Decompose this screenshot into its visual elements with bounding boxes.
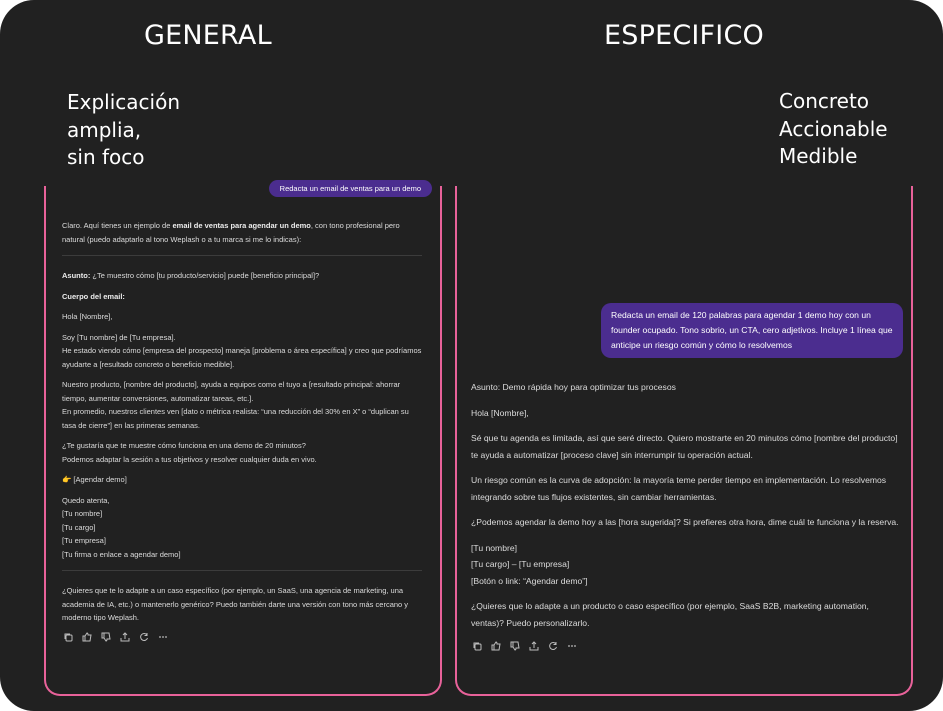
chat-panel-especifico (455, 186, 913, 696)
intro-part: Claro. Aquí tienes un ejemplo de (62, 221, 173, 230)
subject-line: Asunto: Demo rápida hoy para optimizar tus procesos (471, 382, 676, 392)
message-actions (62, 632, 422, 643)
email-paragraph: ¿Te gustaría que te muestre cómo funciona en una demo de 20 minutos? Podemos adaptar la sesión a tus objetivos y resolver cualquier duda en vivo. (62, 441, 317, 464)
chat-panel-general (44, 186, 442, 696)
more-icon[interactable] (157, 632, 168, 643)
email-paragraph: ¿Podemos agendar la demo hoy a las [hora sugerida]? Si prefieres otra hora, dime cuál te funciona y la reserva. (471, 517, 899, 527)
intro-text (62, 219, 422, 246)
email-paragraph: Sé que tu agenda es limitada, así que seré directo. Quiero mostrarte en 20 minutos cómo [nombre del producto] te ayuda a automatizar [proceso clave] sin interrumpir tu operación actual. (471, 433, 898, 460)
intro-part: , con tono profesional pero natural (puedo adaptarlo al tono Weplash o a tu marca si me lo indicas): (62, 221, 400, 244)
subject-text: ¿Te muestro cómo [tu producto/servicio] puede [beneficio principal]? (90, 271, 320, 280)
email-paragraph: Un riesgo común es la curva de adopción: la mayoría teme perder tiempo en implementación. Lo resolvemos integrando sobre tus flujos existentes, sin cambiar herramientas. (471, 475, 887, 502)
email-cta: 👉 [Agendar demo] (62, 475, 127, 484)
note-line: Explicación (67, 90, 180, 114)
note-line: amplia, (67, 117, 142, 142)
email-paragraph: Hola [Nombre], (471, 407, 529, 418)
email-paragraph: Hola [Nombre], (62, 312, 113, 321)
user-message: Redacta un email de ventas para un demo (269, 180, 432, 197)
note-line: Accionable (779, 116, 888, 141)
closing-text: ¿Quieres que te lo adapte a un caso específico (por ejemplo, un SaaS, una agencia de marketing, una academia de IA, etc.) o mantenerlo genérico? Puedo también darte una versión con tono más cercano y moderno tipo Weplash. (62, 586, 409, 622)
email-signature: [Tu nombre] [Tu cargo] – [Tu empresa] [Botón o link: “Agendar demo”] (471, 542, 588, 586)
divider (62, 255, 422, 256)
thumbs-up-icon[interactable] (81, 632, 92, 643)
assistant-message (62, 219, 422, 643)
email-paragraph: Nuestro producto, [nombre del producto], ayuda a equipos como el tuyo a [resultado principal: ahorrar tiempo, aumentar conversiones, automatizar tareas, etc.]. En promedio, nuestros clientes ven [dato o métrica realista: “una reducción del 30% en X” o “duplican su tasa de cierre”] en las primeras semanas. (62, 380, 409, 430)
note-general (67, 89, 180, 172)
intro-bold: email de ventas para agendar un demo (172, 221, 311, 230)
regenerate-icon[interactable] (547, 640, 558, 651)
divider (62, 570, 422, 571)
note-line: Concreto (779, 89, 870, 113)
note-line: Medible (779, 144, 858, 168)
note-especifico (779, 88, 888, 171)
thumbs-down-icon[interactable] (509, 640, 520, 651)
email-signature: Quedo atenta, [Tu nombre] [Tu cargo] [Tu empresa] [Tu firma o enlace a agendar demo] (62, 495, 181, 559)
copy-icon[interactable] (62, 632, 73, 643)
subject-line (62, 269, 422, 283)
heading-especifico: ESPECIFICO (604, 20, 764, 51)
copy-icon[interactable] (471, 640, 482, 651)
share-icon[interactable] (528, 640, 539, 651)
regenerate-icon[interactable] (138, 632, 149, 643)
thumbs-up-icon[interactable] (490, 640, 501, 651)
closing-text: ¿Quieres que lo adapte a un producto o caso específico (por ejemplo, SaaS B2B, marketing automation, ventas)? Puedo personalizarlo. (471, 601, 869, 628)
user-message: Redacta un email de 120 palabras para agendar 1 demo hoy con un founder ocupado. Tono sobrio, un CTA, cero adjetivos. Incluye 1 línea que anticipe un riesgo común y cómo lo resolvemos (601, 303, 903, 358)
share-icon[interactable] (119, 632, 130, 643)
message-actions (471, 640, 901, 651)
body-label: Cuerpo del email: (62, 291, 125, 301)
note-line: sin foco (67, 145, 145, 169)
more-icon[interactable] (566, 640, 577, 651)
assistant-message (471, 379, 901, 651)
heading-general: GENERAL (144, 20, 272, 51)
email-paragraph: Soy [Tu nombre] de [Tu empresa]. He estado viendo cómo [empresa del prospecto] maneja [problema o área específica] y creo que podríamos ayudarte a [resultado concreto o beneficio medible]. (62, 332, 422, 369)
subject-label: Asunto: (62, 271, 91, 280)
thumbs-down-icon[interactable] (100, 632, 111, 643)
